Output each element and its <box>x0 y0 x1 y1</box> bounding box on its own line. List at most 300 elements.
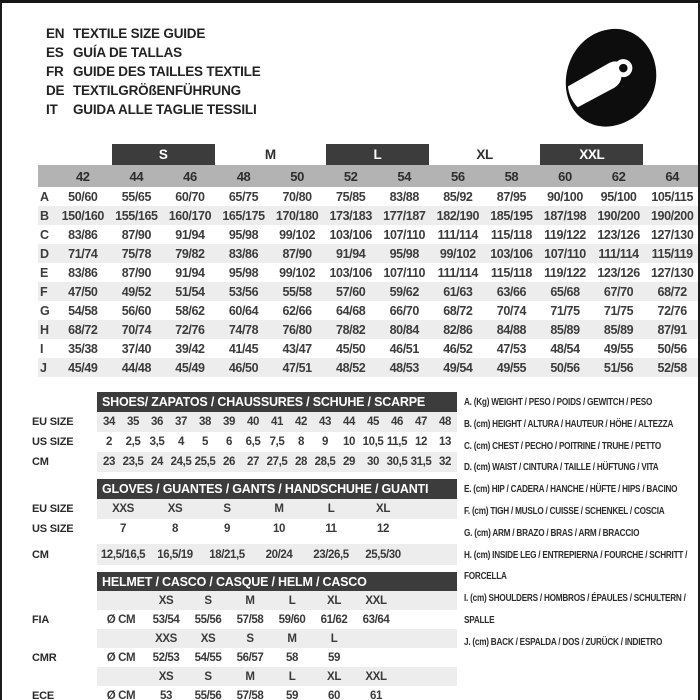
bar-spacer-cell <box>30 572 97 591</box>
legend-entry: I. (cm) SHOULDERS / HOMBROS / ÉPAULES / SCHULTERN / SPALLE <box>464 592 686 626</box>
shoes-value-cell: 10 <box>343 436 355 448</box>
measurement-cell: 53/56 <box>217 282 271 301</box>
measurement-cell: 91/94 <box>175 265 205 280</box>
measurement-cell: 115/118 <box>490 265 532 280</box>
helmet-size-cell: S <box>187 667 229 686</box>
shoes-title: SHOES/ ZAPATOS / CHAUSSURES / SCHUHE / SCARPE <box>97 392 457 412</box>
size-number-cell: 44 <box>110 165 164 187</box>
gloves-value-cell: M <box>253 499 305 519</box>
measurement-cell: 103/106 <box>329 227 372 242</box>
gloves-value-cell: 12 <box>377 523 389 535</box>
language-code: EN <box>46 26 65 41</box>
filler-cell <box>409 499 457 519</box>
measurement-cell: 85/89 <box>538 320 592 339</box>
shoes-value-cell: 43 <box>313 412 337 432</box>
language-code: IT <box>46 102 58 117</box>
measurement-cell: 48/52 <box>324 358 378 377</box>
shoes-value-cell: 44 <box>337 412 361 432</box>
size-group-cell <box>110 144 217 165</box>
language-entry <box>46 24 261 43</box>
measurement-row <box>38 263 699 282</box>
size-group-cell <box>538 144 645 165</box>
row-letter: E <box>40 265 48 280</box>
measurement-cell: 70/80 <box>282 189 312 204</box>
shoes-value-cell: 36 <box>145 412 169 432</box>
filler-cell <box>409 544 457 565</box>
language-code: ES <box>46 45 64 60</box>
bar-spacer-cell <box>30 392 97 412</box>
measurement-cell: 115/118 <box>490 227 532 242</box>
shoes-value-cell: 31,5 <box>409 452 433 472</box>
measurement-cell: 62/66 <box>282 303 312 318</box>
measurement-cell: 71/75 <box>550 303 580 318</box>
shoes-value-cell: 9 <box>322 436 328 448</box>
size-group-cell <box>56 144 110 165</box>
helmet-size-cell: M <box>229 667 271 686</box>
empty-unit-cell <box>97 591 145 610</box>
measurement-cell: 155/165 <box>110 206 164 225</box>
row-letter: H <box>38 320 56 339</box>
gloves-value-cell: 7 <box>120 523 126 535</box>
legend-entry: J. (cm) BACK / ESPALDA / DOS / ZURÜCK / INDIETRO <box>464 635 663 648</box>
measurement-cell: 87/90 <box>121 227 151 242</box>
shoes-value-cell: 47 <box>409 412 433 432</box>
measurement-cell: 46/50 <box>217 358 271 377</box>
gloves-value-cell: 16,5/19 <box>149 544 201 565</box>
helmet-value-cell: 53 <box>160 689 172 700</box>
standard-label: CMR <box>30 648 97 667</box>
measurement-cell: 48/54 <box>550 341 580 356</box>
language-title: TEXTILGRÖßENFÜHRUNG <box>73 83 241 98</box>
gloves-row <box>30 544 457 565</box>
shoes-value-cell: 6 <box>226 436 232 448</box>
helmet-size-cell: L <box>271 591 313 610</box>
shoes-value-cell: 13 <box>439 436 452 448</box>
measurement-cell: 95/98 <box>228 227 259 242</box>
measurement-cell: 55/65 <box>121 189 151 204</box>
measurement-cell: 150/160 <box>56 206 110 225</box>
measurement-row <box>38 225 699 244</box>
row-letter: G <box>40 303 50 318</box>
shoes-value-cell: 8 <box>298 436 304 448</box>
size-group-label: S <box>112 144 215 165</box>
shoes-value-cell: 28,5 <box>313 452 337 472</box>
measurement-cell: 185/195 <box>485 206 539 225</box>
main-tbody <box>38 187 699 377</box>
size-group-label: XL <box>476 147 493 162</box>
helmet-size-cell: XXS <box>145 629 187 648</box>
shoes-value-cell: 42 <box>289 412 313 432</box>
measurement-cell: 103/106 <box>329 265 372 280</box>
measurement-cell: 78/82 <box>324 320 378 339</box>
gloves-size-table <box>30 479 457 565</box>
filler-cell <box>397 686 457 700</box>
helmet-size-cell: XXL <box>355 591 397 610</box>
shoes-value-cell: 46 <box>385 412 409 432</box>
shoes-value-cell: 24,5 <box>169 452 193 472</box>
shoes-value-cell: 28 <box>289 452 313 472</box>
shoes-value-cell: 40 <box>241 412 265 432</box>
measurement-cell: 37/40 <box>121 341 151 356</box>
row-letter: J <box>38 358 56 377</box>
language-title: GUÍA DE TALLAS <box>73 45 182 60</box>
helmet-values-row <box>30 610 457 629</box>
measurement-cell: 84/88 <box>485 320 539 339</box>
measurement-cell: 75/78 <box>110 244 164 263</box>
legend-entry: B. (cm) HEIGHT / ALTURA / HAUTEUR / HÖHE / ALTEZZA <box>464 417 674 430</box>
shoes-value-cell: 6,5 <box>245 436 261 448</box>
measurement-cell: 103/106 <box>485 244 539 263</box>
measurement-cell: 182/190 <box>431 206 485 225</box>
measurement-cell: 72/76 <box>163 320 217 339</box>
size-number-cell: 52 <box>324 165 378 187</box>
shoes-value-cell: 23,5 <box>121 452 145 472</box>
helmet-sizes-row <box>30 591 457 610</box>
empty-label-cell <box>30 591 97 610</box>
measurement-cell: 45/50 <box>336 341 366 356</box>
shoes-value-cell: 41 <box>265 412 289 432</box>
measurement-cell: 87/95 <box>496 189 527 204</box>
filler-cell <box>409 519 457 539</box>
row-letter: I <box>40 341 44 356</box>
measurement-cell: 72/76 <box>657 303 687 318</box>
shoes-value-cell: 27,5 <box>265 452 289 472</box>
corner-cell <box>38 144 56 165</box>
row-label: US SIZE <box>30 432 97 452</box>
measurement-cell: 51/56 <box>592 358 646 377</box>
row-label: CM <box>30 544 97 565</box>
helmet-size-cell: XL <box>313 667 355 686</box>
measurement-cell: 49/55 <box>603 341 634 356</box>
measurement-cell: 99/102 <box>279 227 316 242</box>
gloves-value-cell: 20/24 <box>253 544 305 565</box>
gloves-value-cell: 23/26,5 <box>305 544 357 565</box>
measurement-cell: 87/90 <box>270 244 324 263</box>
measurement-cell: 127/130 <box>650 227 694 242</box>
standard-label: ECE <box>30 686 97 700</box>
helmet-size-cell: XL <box>313 591 355 610</box>
measurement-cell: 190/200 <box>645 206 699 225</box>
measurement-cell: 107/110 <box>383 227 426 242</box>
shoes-row <box>30 452 457 472</box>
helmet-value-cell <box>355 648 397 667</box>
helmet-value-cell: 52/53 <box>152 651 180 664</box>
measurement-legend <box>464 392 696 654</box>
helmet-size-cell: XXL <box>355 667 397 686</box>
measurement-cell: 99/102 <box>279 265 316 280</box>
standard-label: FIA <box>30 610 97 629</box>
row-label: US SIZE <box>30 519 97 539</box>
measurement-cell: 127/130 <box>650 265 694 280</box>
measurement-cell: 47/50 <box>56 282 110 301</box>
measurement-row <box>38 320 699 339</box>
helmet-sizes-row <box>30 667 457 686</box>
measurement-cell: 43/47 <box>282 341 312 356</box>
filler-cell <box>397 610 457 629</box>
measurement-cell: 70/74 <box>110 320 164 339</box>
helmet-value-cell: 55/56 <box>194 613 222 626</box>
measurement-cell: 75/85 <box>336 189 366 204</box>
helmet-size-cell: XS <box>145 591 187 610</box>
measurement-cell: 190/200 <box>592 206 646 225</box>
measurement-cell: 87/90 <box>121 265 151 280</box>
size-number-cell: 56 <box>431 165 485 187</box>
size-number-cell: 48 <box>217 165 271 187</box>
measurement-cell: 107/110 <box>538 244 592 263</box>
measurement-cell: 55/58 <box>270 282 324 301</box>
shoes-value-cell: 3,5 <box>149 436 165 448</box>
measurement-cell: 61/63 <box>431 282 485 301</box>
language-entry <box>46 100 261 119</box>
size-number-cell: 50 <box>270 165 324 187</box>
measurement-row <box>38 358 699 377</box>
helmet-size-cell: L <box>313 629 355 648</box>
shoes-value-cell: 25,5 <box>193 452 217 472</box>
helmet-value-cell: 63/64 <box>362 613 390 626</box>
shoes-value-cell: 39 <box>217 412 241 432</box>
gloves-value-cell: XL <box>357 499 409 519</box>
helmet-values-row <box>30 648 457 667</box>
shoes-value-cell: 23 <box>97 452 121 472</box>
shoes-value-cell: 4 <box>178 436 184 448</box>
accessory-tables <box>30 392 457 700</box>
measurement-cell: 111/114 <box>437 265 478 280</box>
row-letter: B <box>38 206 56 225</box>
empty-label-cell <box>30 629 97 648</box>
measurement-cell: 87/91 <box>645 320 699 339</box>
measurement-cell: 83/88 <box>389 189 419 204</box>
measurement-cell: 51/54 <box>163 282 217 301</box>
size-number-cell: 60 <box>538 165 592 187</box>
row-label: CM <box>30 452 97 472</box>
measurement-cell: 80/84 <box>377 320 431 339</box>
measurement-cell: 60/64 <box>228 303 259 318</box>
measurement-row <box>38 206 699 225</box>
measurement-cell: 39/42 <box>175 341 205 356</box>
helmet-size-cell: M <box>271 629 313 648</box>
size-number-cell: 58 <box>485 165 539 187</box>
size-group-cell <box>645 144 699 165</box>
measurement-cell: 76/80 <box>270 320 324 339</box>
gloves-value-cell: XXS <box>97 499 149 519</box>
diameter-unit-cell: Ø CM <box>106 689 136 700</box>
measurement-cell: 63/66 <box>485 282 539 301</box>
measurement-cell: 123/126 <box>597 265 640 280</box>
helmet-value-cell: 59 <box>286 689 298 700</box>
measurement-cell: 67/70 <box>592 282 646 301</box>
shoes-row <box>30 412 457 432</box>
measurement-row <box>38 339 699 358</box>
filler-cell <box>397 667 457 686</box>
gloves-value-cell: 9 <box>224 523 230 535</box>
measurement-cell: 119/122 <box>544 265 586 280</box>
measurement-cell: 95/98 <box>228 265 259 280</box>
row-letter: C <box>40 227 49 242</box>
measurement-cell: 66/70 <box>389 303 419 318</box>
measurement-cell: 74/78 <box>217 320 271 339</box>
shoes-value-cell: 2,5 <box>125 436 141 448</box>
gloves-value-cell: 12,5/16,5 <box>97 544 149 565</box>
helmet-value-cell: 59/60 <box>278 613 306 626</box>
language-code: FR <box>46 64 64 79</box>
size-group-cell <box>324 144 431 165</box>
language-entry <box>46 62 261 81</box>
shoes-value-cell: 30 <box>361 452 385 472</box>
measurement-row <box>38 301 699 320</box>
diameter-unit-cell: Ø CM <box>106 613 136 626</box>
row-letter: D <box>38 244 56 263</box>
measurement-cell: 60/70 <box>175 189 205 204</box>
measurement-cell: 83/86 <box>68 227 98 242</box>
shoes-row <box>30 432 457 452</box>
measurement-cell: 49/52 <box>110 282 164 301</box>
size-group-cell <box>431 144 538 165</box>
measurement-cell: 65/75 <box>228 189 259 204</box>
language-title: GUIDE DES TAILLES TEXTILE <box>73 64 261 79</box>
helmet-value-cell: 57/58 <box>236 689 264 700</box>
measurement-cell: 46/51 <box>389 341 419 356</box>
legend-entry: H. (cm) INSIDE LEG / ENTREPIERNA / FOURCHE / SCHRITT / FORCELLA <box>464 548 688 583</box>
measurement-cell: 35/38 <box>68 341 98 356</box>
measurement-cell: 91/94 <box>324 244 378 263</box>
size-number-cell: 46 <box>163 165 217 187</box>
sizes-row-label-cell <box>38 165 56 187</box>
helmet-size-cell: XS <box>145 667 187 686</box>
helmet-value-cell: 58 <box>286 651 298 664</box>
shoes-value-cell: 48 <box>433 412 457 432</box>
helmet-value-cell: 61 <box>370 689 382 700</box>
measurement-cell: 68/72 <box>645 282 699 301</box>
measurement-cell: 111/114 <box>592 244 646 263</box>
helmet-title-row <box>30 572 457 591</box>
measurement-cell: 79/82 <box>163 244 217 263</box>
measurement-cell: 115/119 <box>645 244 699 263</box>
measurement-cell: 58/62 <box>175 303 205 318</box>
gloves-title: GLOVES / GUANTES / GANTS / HANDSCHUHE / GUANTI <box>97 479 457 499</box>
shoes-value-cell: 11,5 <box>386 436 408 448</box>
gloves-value-cell: 8 <box>172 523 178 535</box>
shoes-value-cell: 2 <box>106 436 112 448</box>
measurement-cell: 46/52 <box>443 341 473 356</box>
helmet-value-cell: 59 <box>328 651 340 664</box>
helmet-value-cell: 54/55 <box>194 651 222 664</box>
measurement-cell: 71/74 <box>56 244 110 263</box>
measurement-cell: 91/94 <box>175 227 205 242</box>
measurement-cell: 85/89 <box>592 320 646 339</box>
measurement-cell: 105/115 <box>651 189 694 204</box>
measurement-cell: 57/60 <box>324 282 378 301</box>
filler-cell <box>397 648 457 667</box>
empty-unit-cell <box>97 667 145 686</box>
gloves-value-cell: 25,5/30 <box>357 544 409 565</box>
legend-entry: G. (cm) ARM / BRAZO / BRAS / ARM / BRACCIO <box>464 526 640 539</box>
helmet-size-cell: L <box>271 667 313 686</box>
measurement-cell: 45/49 <box>163 358 217 377</box>
measurement-cell: 56/60 <box>121 303 151 318</box>
language-entry <box>46 81 261 100</box>
size-group-label: L <box>326 144 429 165</box>
empty-label-cell <box>30 667 97 686</box>
measurement-cell: 65/68 <box>538 282 592 301</box>
measurement-cell: 50/60 <box>68 189 98 204</box>
gloves-value-cell: 10 <box>273 523 285 535</box>
shoes-value-cell: 12 <box>415 436 427 448</box>
measurement-cell: 83/86 <box>217 244 271 263</box>
helmet-value-cell: 60 <box>328 689 340 700</box>
language-code: DE <box>46 83 65 98</box>
helmet-size-cell: M <box>229 591 271 610</box>
measurement-cell: 165/175 <box>217 206 271 225</box>
helmet-size-cell: XS <box>187 629 229 648</box>
shoes-value-cell: 29 <box>337 452 361 472</box>
size-number-row <box>38 165 699 187</box>
language-list <box>46 24 261 119</box>
measurement-cell: 82/86 <box>431 320 485 339</box>
shoes-value-cell: 35 <box>121 412 145 432</box>
legend-entry: A. (Kg) WEIGHT / PESO / POIDS / GEWITCH / PESO <box>464 396 653 408</box>
gloves-value-cell: 11 <box>325 523 337 535</box>
measurement-cell: 47/53 <box>496 341 527 356</box>
row-letter: A <box>40 189 49 204</box>
shoes-value-cell: 10,5 <box>362 436 384 448</box>
measurement-cell: 68/72 <box>56 320 110 339</box>
measurement-cell: 48/53 <box>377 358 431 377</box>
measurement-cell: 90/100 <box>547 189 583 204</box>
helmet-title: HELMET / CASCO / CASQUE / HELM / CASCO <box>97 572 457 591</box>
measurement-cell: 49/55 <box>485 358 539 377</box>
helmet-value-cell: 56/57 <box>236 651 264 664</box>
measurement-cell: 47/51 <box>270 358 324 377</box>
measurement-cell: 50/56 <box>657 341 687 356</box>
measurement-row <box>38 187 699 206</box>
legend-entry: D. (cm) WAIST / CINTURA / TAILLE / HÜFTUNG / VITA <box>464 461 659 474</box>
helmet-sizes-row <box>30 629 457 648</box>
shoes-value-cell: 32 <box>433 452 457 472</box>
shoes-size-table <box>30 392 457 472</box>
helmet-size-table <box>30 572 457 700</box>
legend-entry: F. (cm) TIGH / MUSLO / CUISSE / SCHENKEL / COSCIA <box>464 504 665 517</box>
measurement-cell: 123/126 <box>597 227 640 242</box>
filler-cell <box>397 629 457 648</box>
measurement-cell: 54/58 <box>68 303 98 318</box>
empty-unit-cell <box>97 629 145 648</box>
bar-spacer-cell <box>30 479 97 499</box>
shoes-value-cell: 27 <box>241 452 265 472</box>
racing-helmet-icon <box>552 21 670 135</box>
measurement-cell: 99/102 <box>431 244 485 263</box>
shoes-value-cell: 37 <box>169 412 193 432</box>
measurement-row <box>38 282 699 301</box>
helmet-size-cell: S <box>229 629 271 648</box>
textile-size-table <box>38 144 699 377</box>
filler-cell <box>397 591 457 610</box>
measurement-cell: 68/72 <box>443 303 473 318</box>
size-group-cell <box>217 144 324 165</box>
gloves-value-cell: L <box>305 499 357 519</box>
main-thead <box>38 144 699 187</box>
measurement-cell: 107/110 <box>383 265 426 280</box>
language-entry <box>46 43 261 62</box>
measurement-cell: 177/187 <box>377 206 431 225</box>
gloves-value-cell: XS <box>149 499 201 519</box>
measurement-cell: 44/48 <box>110 358 164 377</box>
helmet-value-cell: 55/56 <box>194 689 222 700</box>
size-group-label: M <box>264 147 276 162</box>
helmet-size-cell: S <box>187 591 229 610</box>
size-group-label: XXL <box>540 144 643 165</box>
measurement-cell: 119/122 <box>544 227 586 242</box>
size-number-cell: 64 <box>645 165 699 187</box>
